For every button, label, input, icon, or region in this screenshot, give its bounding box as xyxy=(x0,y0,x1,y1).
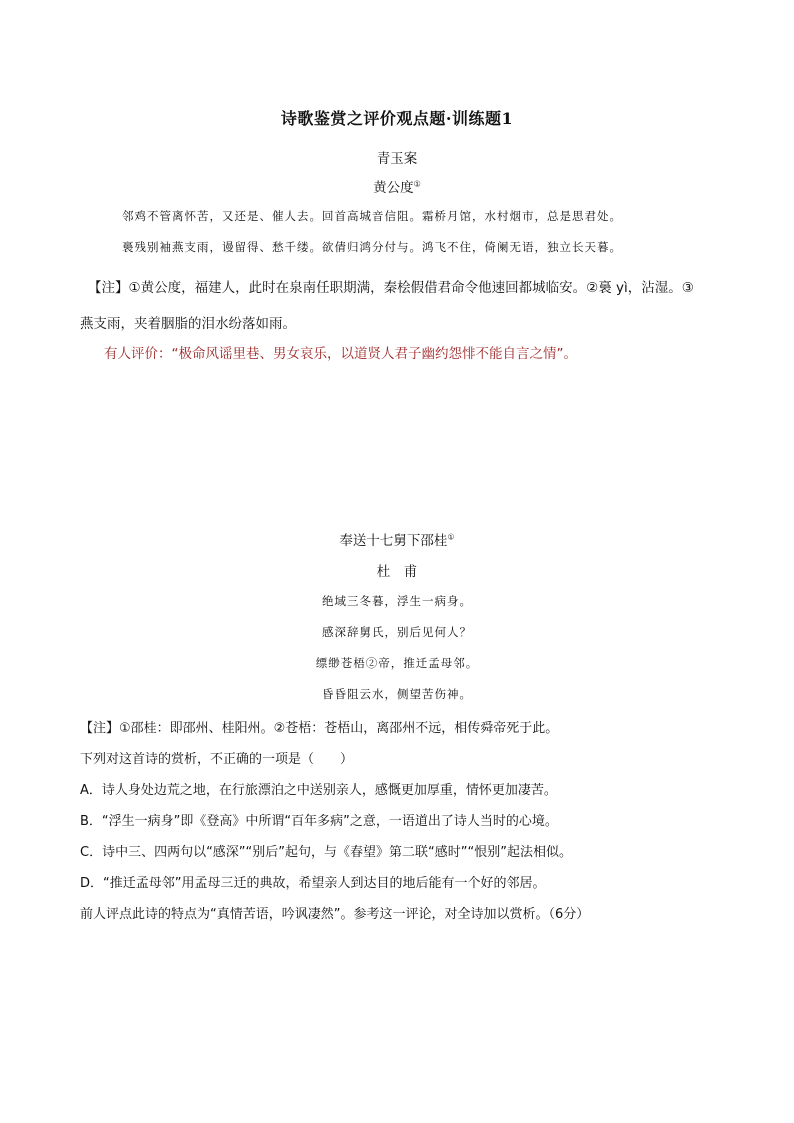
poem1-title: 青玉案 xyxy=(376,151,418,167)
question-2: 前人评点此诗的特点为“真情苦语，吟讽凄然”。参考这一评论，对全诗加以赏析。（6分） xyxy=(80,907,590,922)
poem1-author-line xyxy=(0,176,794,196)
poem1-line-2: 裛残别袖燕支雨，谩留得、愁千缕。欲倩归鸿分付与。鸿飞不住，倚阑无语，独立长天暮。 xyxy=(122,240,622,254)
poem2-line-4: 昏昏阻云水，侧望苦伤神。 xyxy=(322,687,472,701)
poem1-line-1: 邻鸡不管离怀苦，又还是、催人去。回首高城音信阻。霜桥月馆，水村烟市，总是思君处。 xyxy=(122,209,622,223)
poem2-title: 奉送十七舅下邵桂 xyxy=(339,533,448,549)
poem1-author: 黄公度 xyxy=(373,180,414,196)
poem1-note-line-2: 燕支雨，夹着胭脂的泪水纷落如雨。 xyxy=(80,316,296,332)
poem2-line-2: 感深辞舅氏，别后见何人？ xyxy=(322,625,472,639)
question-stem: 下列对这首诗的赏析，不正确的一项是（ ） xyxy=(80,752,354,767)
poem2-title-mark: ① xyxy=(447,532,455,542)
poem1-author-mark: ① xyxy=(413,179,421,189)
poem2-line-3: 缥缈苍梧②帝，推迁孟母邻。 xyxy=(315,656,479,670)
poem2-note: 【注】①邵桂：即邵州、桂阳州。②苍梧：苍梧山，离邵州不远，相传舜帝死于此。 xyxy=(80,721,559,736)
poem1-note-line-1: 【注】①黄公度，福建人，此时在泉南任职期满，秦桧假借君命令他速回都城临安。②裛 yì，沾湿。③ xyxy=(88,280,694,296)
option-a: A．诗人身处边荒之地，在行旅漂泊之中送别亲人，感慨更加厚重，情怀更加凄苦。 xyxy=(80,783,557,798)
page-title: 诗歌鉴赏之评价观点题·训练题1 xyxy=(280,109,514,128)
poem2-title-line xyxy=(0,529,794,549)
option-d: D．“推迁孟母邻”用孟母三迁的典故，希望亲人到达目的地后能有一个好的邻居。 xyxy=(80,876,546,891)
poem1-comment: 有人评价：“极命风谣里巷、男女哀乐，以道贤人君子幽约怨悱不能自言之情”。 xyxy=(104,346,577,362)
option-c: C．诗中三、四两句以“感深”“别后”起句，与《春望》第二联“感时”“恨别”起法相似。 xyxy=(80,845,572,860)
option-b: B．“浮生一病身”即《登高》中所谓“百年多病”之意，一语道出了诗人当时的心境。 xyxy=(80,814,558,829)
poem2-line-1: 绝域三冬暮，浮生一病身。 xyxy=(322,594,472,608)
poem2-author: 杜 甫 xyxy=(376,564,418,580)
